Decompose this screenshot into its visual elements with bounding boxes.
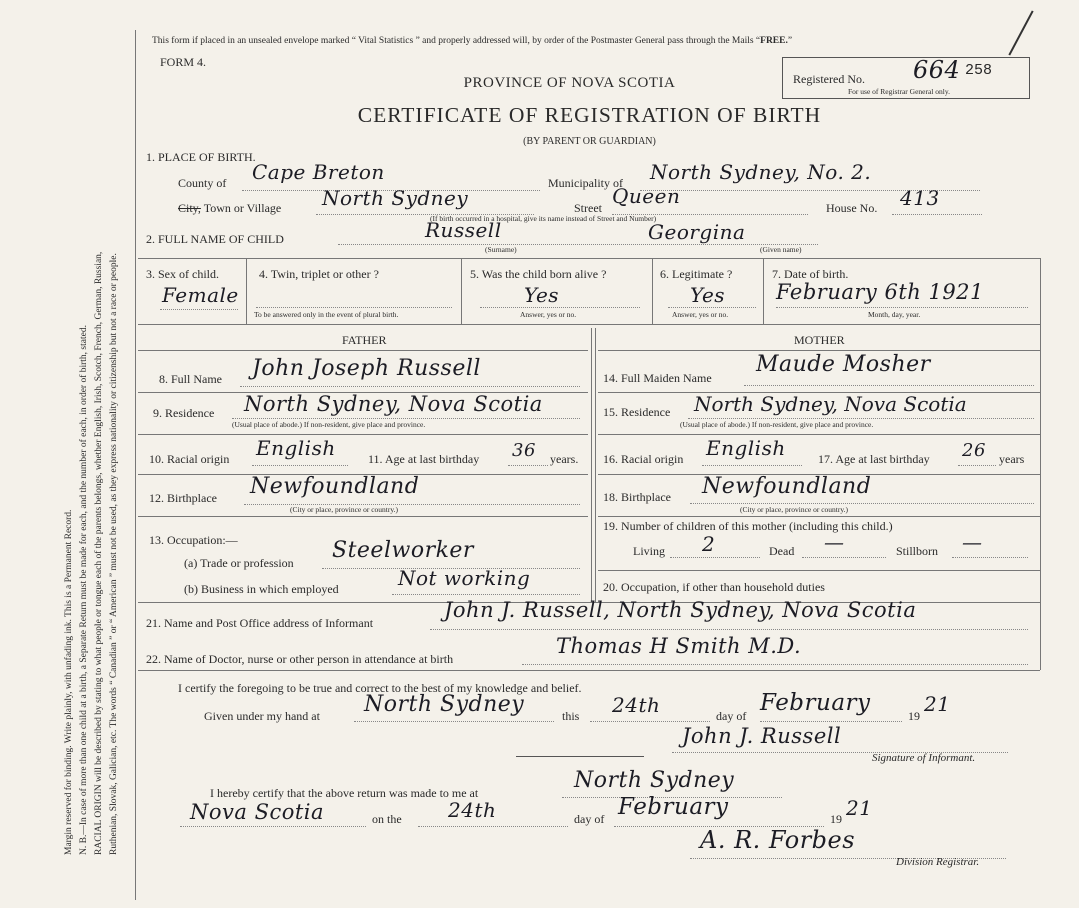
living-label: Living (633, 544, 665, 558)
trade-label: (a) Trade or profession (184, 556, 294, 570)
business-value: Not working (398, 566, 531, 590)
father-age-label: 11. Age at last birthday (368, 452, 480, 466)
informant-label: 21. Name and Post Office address of Informant (146, 616, 374, 630)
father-residence-value: North Sydney, Nova Scotia (244, 392, 543, 416)
mother-age-line (958, 465, 996, 466)
registrar-statement: I hereby certify that the above return was made to me at (210, 786, 479, 800)
father-residence-label: 9. Residence (153, 406, 215, 420)
certify-statement: I certify the foregoing to be true and correct to the best of my knowledge and belief. (178, 681, 582, 695)
born-alive-label: 5. Was the child born alive ? (470, 267, 607, 281)
living-value: 2 (702, 532, 716, 556)
margin-rule (135, 30, 136, 900)
stillborn-label: Stillborn (896, 544, 939, 558)
stillborn-line (952, 557, 1028, 558)
registrar-year-prefix: 19 (830, 812, 842, 826)
right-edge-rule (1040, 258, 1041, 670)
rule (598, 516, 1040, 517)
registered-label: Registered No. (793, 72, 865, 86)
informant-signature: John J. Russell (682, 724, 842, 748)
column-divider (595, 328, 596, 602)
registrar-day-of-label: day of (574, 812, 605, 826)
mother-racial-origin-value: English (706, 436, 786, 460)
registrar-place2-value: Nova Scotia (190, 800, 325, 824)
signature-rule (516, 756, 644, 757)
postal-notice (152, 36, 792, 46)
mother-birthplace-label: 18. Birthplace (603, 490, 671, 504)
free-word: FREE. (760, 36, 788, 46)
registered-handwritten-digits: 664 (913, 56, 961, 84)
town-value: North Sydney (322, 186, 469, 210)
margin-instructions (62, 55, 144, 855)
mother-birthplace-value: Newfoundland (702, 474, 872, 499)
date-of-birth-note: Month, day, year. (868, 310, 921, 319)
twin-label: 4. Twin, triplet or other ? (259, 267, 379, 281)
father-name-value: John Joseph Russell (252, 356, 481, 381)
street-label: Street (574, 201, 602, 215)
stillborn-value: — (962, 530, 983, 554)
mother-occupation-label: 20. Occupation, if other than household duties (603, 580, 825, 594)
father-age-unit: years. (550, 452, 579, 466)
registrar-year-value: 21 (846, 796, 873, 820)
twin-note: To be answered only in the event of plural birth. (254, 310, 399, 319)
certificate-title: CERTIFICATE OF REGISTRATION OF BIRTH (357, 103, 822, 127)
mother-residence-line (688, 418, 1034, 419)
column-divider (591, 328, 592, 602)
business-label: (b) Business in which employed (184, 582, 339, 596)
mother-heading: MOTHER (794, 333, 845, 347)
certify-month-line (760, 721, 902, 722)
mother-name-line (744, 385, 1034, 386)
born-alive-value: Yes (524, 283, 560, 307)
father-racial-origin-line (252, 465, 348, 466)
margin-note: RACIAL ORIGIN will be described by stating to what people or tongue each of the parents belongs, whether English, Irish, Scotch, French, German, Russian, (94, 251, 104, 855)
dead-label: Dead (769, 544, 795, 558)
rule (598, 350, 1040, 351)
mother-age-label: 17. Age at last birthday (818, 452, 930, 466)
child-given-name-value: Georgina (648, 220, 746, 244)
doctor-label: 22. Name of Doctor, nurse or other person in attendance at birth (146, 652, 454, 666)
town-or-village-label: Town or Village (203, 201, 282, 215)
mother-residence-note: (Usual place of abode.) If non-resident, give place and province. (680, 420, 874, 429)
registrar-caption: Division Registrar. (896, 856, 980, 868)
registered-stamped-digits: 258 (965, 62, 993, 79)
house-number-label: House No. (826, 201, 878, 215)
rule (461, 258, 462, 324)
father-heading: FATHER (342, 333, 387, 347)
form-number: FORM 4. (160, 55, 207, 69)
town-label (178, 201, 281, 216)
registrar-day-value: 24th (448, 798, 497, 822)
house-number-line (892, 214, 982, 215)
rule (598, 434, 1040, 435)
postal-notice-text: This form if placed in an unsealed envelope marked “ Vital Statistics ” and properly addressed will, by order of the Postmaster General pass through the Mails “ (152, 36, 761, 46)
trade-value: Steelworker (332, 538, 474, 563)
registrar-on-label: on the (372, 812, 402, 826)
rule (246, 258, 247, 324)
rule (138, 324, 1040, 325)
certify-year-prefix: 19 (908, 709, 920, 723)
certify-day-line (590, 721, 710, 722)
surname-caption: (Surname) (485, 245, 517, 254)
registrar-place-value: North Sydney (574, 768, 735, 793)
province-heading: PROVINCE OF NOVA SCOTIA (463, 75, 676, 91)
father-birthplace-label: 12. Birthplace (149, 491, 217, 505)
doctor-value: Thomas H Smith M.D. (556, 634, 802, 658)
sex-value: Female (162, 283, 239, 307)
twin-line (256, 307, 452, 308)
father-birthplace-value: Newfoundland (250, 474, 420, 499)
postal-notice-end: ” (787, 36, 793, 46)
mother-residence-value: North Sydney, Nova Scotia (694, 392, 967, 416)
legitimate-line (668, 307, 756, 308)
father-racial-origin-label: 10. Racial origin (149, 452, 230, 466)
street-value: Queen (612, 184, 681, 208)
doctor-line (522, 664, 1028, 665)
date-of-birth-value: February 6th 1921 (776, 280, 984, 304)
given-under-hand-label: Given under my hand at (204, 709, 320, 723)
children-count-label: 19. Number of children of this mother (including this child.) (603, 519, 893, 533)
signature-caption: Signature of Informant. (872, 752, 976, 764)
father-occupation-label: 13. Occupation:— (149, 533, 238, 547)
mother-name-label: 14. Full Maiden Name (603, 371, 712, 385)
certify-year-value: 21 (924, 692, 951, 716)
father-residence-note: (Usual place of abode.) If non-resident, give place and province. (232, 420, 426, 429)
child-surname-value: Russell (425, 218, 502, 242)
sex-label: 3. Sex of child. (146, 267, 219, 281)
legitimate-label: 6. Legitimate ? (660, 267, 733, 281)
rule (763, 258, 764, 324)
certify-place-line (354, 721, 554, 722)
rule (138, 516, 588, 517)
registrar-month-value: February (618, 794, 729, 820)
dead-line (802, 557, 886, 558)
father-residence-line (232, 418, 580, 419)
date-of-birth-line (776, 307, 1028, 308)
rule (652, 258, 653, 324)
sex-line (160, 309, 238, 310)
informant-value: John J. Russell, North Sydney, Nova Scotia (444, 598, 917, 622)
certify-place-value: North Sydney (364, 692, 525, 717)
registrar-place2-line (180, 826, 366, 827)
mother-racial-origin-label: 16. Racial origin (603, 452, 684, 466)
registered-number-box (782, 57, 1030, 99)
margin-note: N. B.—In case of more than one child at a birth, a Separate Return must be made for each, and the number of each, in order of birth, stated. (79, 325, 89, 855)
city-label: City, (178, 201, 201, 215)
legitimate-value: Yes (690, 283, 726, 307)
given-name-caption: (Given name) (760, 245, 802, 254)
mother-birthplace-line (690, 503, 1034, 504)
margin-note: Ruthenian, Slovak, Galician, etc. The words “ Canadian ” or “ American ” must not be used, as they express nationality or citizenship but not a race or people. (109, 253, 119, 855)
rule (138, 258, 1040, 259)
certify-month-value: February (760, 690, 871, 716)
born-alive-note: Answer, yes or no. (520, 310, 577, 319)
municipality-value: North Sydney, No. 2. (650, 160, 872, 184)
father-name-line (240, 386, 580, 387)
mother-age-unit: years (999, 452, 1025, 466)
father-age-value: 36 (512, 440, 536, 461)
date-of-birth-label: 7. Date of birth. (772, 267, 849, 281)
father-birthplace-note: (City or place, province or country.) (290, 505, 399, 514)
registrar-general-note: For use of Registrar General only. (848, 87, 950, 96)
father-name-label: 8. Full Name (159, 372, 222, 386)
father-racial-origin-value: English (256, 436, 336, 460)
certify-this-label: this (562, 709, 580, 723)
county-label: County of (178, 176, 227, 190)
place-of-birth-heading: 1. PLACE OF BIRTH. (146, 150, 256, 164)
child-name-line (338, 244, 818, 245)
living-line (670, 557, 760, 558)
mother-residence-label: 15. Residence (603, 405, 671, 419)
registrar-day-line (418, 826, 568, 827)
business-line (392, 594, 580, 595)
rule (138, 670, 1040, 671)
house-number-value: 413 (900, 186, 940, 210)
mother-birthplace-note: (City or place, province or country.) (740, 505, 849, 514)
rule (138, 350, 588, 351)
legitimate-note: Answer, yes or no. (672, 310, 729, 319)
father-age-line (508, 465, 548, 466)
dead-value: — (824, 530, 845, 554)
informant-line (430, 629, 1028, 630)
pen-stroke (1008, 10, 1033, 55)
hospital-note: (If birth occurred in a hospital, give its name instead of Street and Number) (430, 214, 657, 223)
mother-racial-origin-line (702, 465, 802, 466)
born-alive-line (480, 307, 640, 308)
certify-day-of-label: day of (716, 709, 747, 723)
rule (138, 434, 588, 435)
rule (598, 570, 1040, 571)
margin-note: Margin reserved for binding. Write plainly, with unfading ink. This is a Permanent Record. (64, 509, 74, 855)
certify-day-value: 24th (612, 693, 661, 717)
municipality-label: Municipality of (548, 176, 623, 190)
child-name-label: 2. FULL NAME OF CHILD (146, 232, 284, 246)
mother-name-value: Maude Mosher (756, 352, 931, 377)
mother-age-value: 26 (962, 440, 986, 461)
county-value: Cape Breton (252, 160, 385, 184)
registrar-signature: A. R. Forbes (700, 826, 856, 854)
certificate-subtitle: (BY PARENT OR GUARDIAN) (523, 136, 656, 147)
